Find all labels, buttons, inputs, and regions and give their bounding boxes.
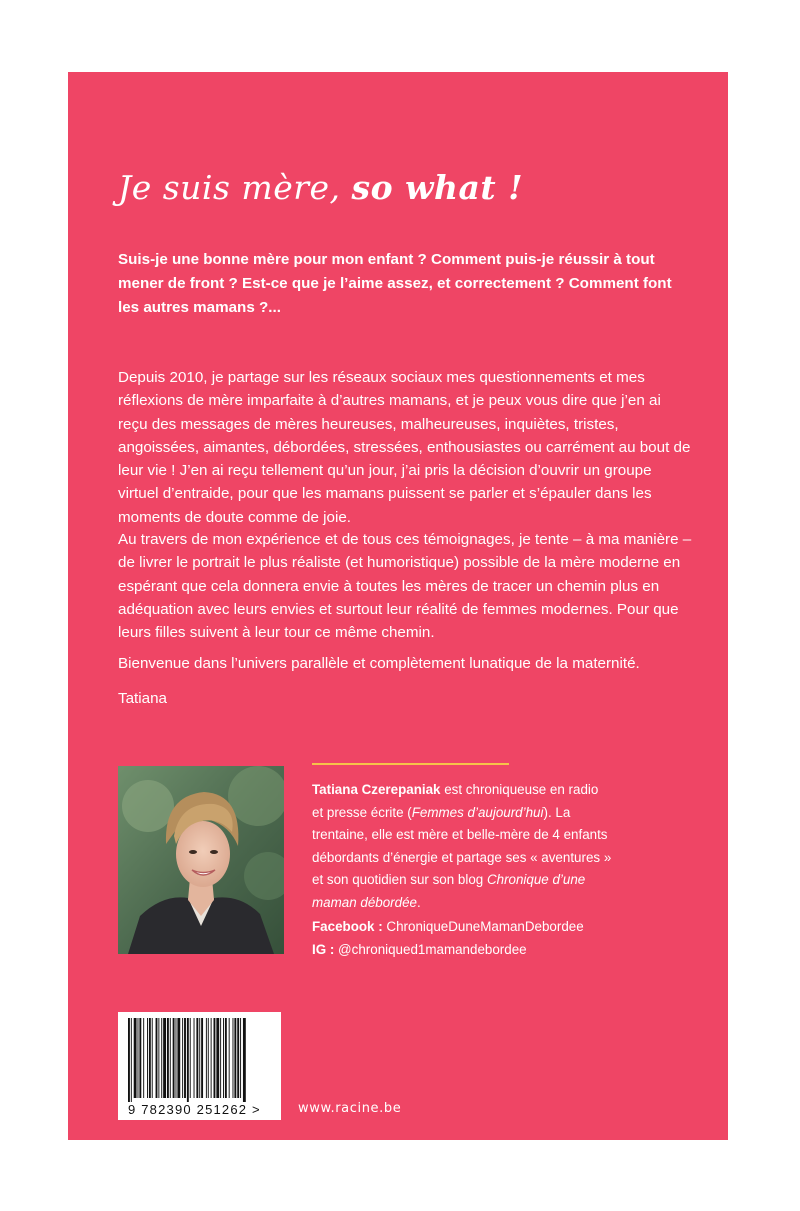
publisher-website[interactable]: www.racine.be xyxy=(298,1101,402,1116)
barcode-bar xyxy=(182,1018,183,1098)
barcode-bar xyxy=(216,1018,219,1098)
book-title xyxy=(118,168,523,207)
barcode-bar xyxy=(128,1018,130,1102)
barcode-bar xyxy=(156,1018,158,1098)
social-links xyxy=(312,916,584,961)
facebook-line xyxy=(312,916,584,939)
barcode-bar xyxy=(131,1018,132,1102)
signature: Tatiana xyxy=(118,690,167,707)
barcode-bar xyxy=(149,1018,151,1098)
ig-separator: : xyxy=(326,941,339,957)
author-bio xyxy=(312,779,612,915)
barcode-bar xyxy=(234,1018,236,1098)
barcode-bar xyxy=(211,1018,212,1098)
bio-text-2: ). La trentaine, elle est mère et belle-mère de 4 enfants débordants d’énergie et partage ses « aventures » et son quotidien sur son blog xyxy=(312,804,612,888)
bio-magazine: Femmes d’aujourd’hui xyxy=(411,804,544,820)
barcode-bar xyxy=(187,1018,189,1102)
barcode-bar xyxy=(167,1018,169,1098)
bio-blog: Chronique d’une maman débordée xyxy=(312,872,586,910)
barcode-bar xyxy=(147,1018,148,1098)
barcode-bar xyxy=(139,1018,141,1098)
barcode-bar xyxy=(201,1018,203,1098)
barcode-bar xyxy=(214,1018,216,1098)
isbn-barcode xyxy=(118,1012,281,1120)
barcode-bar xyxy=(233,1018,234,1098)
barcode-bar xyxy=(237,1018,239,1098)
barcode-bar xyxy=(196,1018,198,1098)
barcode-bar xyxy=(176,1018,177,1098)
barcode-bar xyxy=(229,1018,230,1098)
barcode-bar xyxy=(173,1018,175,1098)
barcode-bar xyxy=(177,1018,180,1098)
barcode-bar xyxy=(134,1018,137,1098)
barcode-bar xyxy=(223,1018,224,1098)
barcode-bar xyxy=(243,1018,246,1102)
author-portrait-icon xyxy=(118,766,284,954)
barcode-bar xyxy=(152,1018,153,1098)
instagram-line xyxy=(312,939,584,962)
barcode-bar xyxy=(158,1018,159,1098)
author-photo xyxy=(118,766,284,954)
barcode-bar xyxy=(163,1018,166,1098)
barcode-bar xyxy=(161,1018,162,1098)
facebook-handle[interactable]: ChroniqueDuneMamanDebordee xyxy=(386,919,584,934)
barcode-bar xyxy=(184,1018,186,1098)
author-name: Tatiana Czerepaniak xyxy=(312,782,441,797)
intro-questions: Suis-je une bonne mère pour mon enfant ? Comment puis-je réussir à tout mener de front ? Est-ce que je l’aime assez, et correctement ? Comment font les autres mamans ?... xyxy=(118,251,672,316)
barcode-bar xyxy=(206,1018,207,1098)
barcode-bar xyxy=(194,1018,195,1098)
bio-text-3: . xyxy=(416,894,421,910)
back-cover xyxy=(68,72,728,1140)
barcode-bar xyxy=(240,1018,241,1098)
barcode-bar xyxy=(190,1018,191,1098)
barcode-bar xyxy=(138,1018,139,1098)
barcode-bar xyxy=(143,1018,144,1098)
paragraph-2: Au travers de mon expérience et de tous ces témoignages, je tente – à ma manière – de livrer le portrait le plus réaliste (et humoristique) possible de la mère moderne en espérant que cela donnera envie à toutes les mères de tracer un chemin plus en adéquation avec leurs envies et surtout leur réalité de femmes modernes. Pour que leurs filles suivent à leur tour ce même chemin. xyxy=(118,531,692,642)
barcode-bar xyxy=(170,1018,171,1098)
barcode-bar xyxy=(225,1018,227,1098)
ig-handle[interactable]: @chroniqued1mamandebordee xyxy=(338,941,527,957)
title-part1: Je suis mère, xyxy=(118,168,352,207)
paragraph-1: Depuis 2010, je partage sur les réseaux sociaux mes questionnements et mes réflexions de mère imparfaite à d’autres mamans, et je peux vous dire que j’en ai reçu des messages de mères heureuses, malheureuses, inquiètes, tristes, angoissées, aimantes, débordées, stressées, enthousiastes ou carrément au bout de leur vie ! J’en ai reçu tellement qu’un jour, j’ai pris la décision d’ouvrir un groupe virtuel d’entraide, pour que les mamans puissent se parler et s’épauler dans les moments de doute comme de joie. xyxy=(118,369,691,526)
paragraph-3: Bienvenue dans l’univers parallèle et complètement lunatique de la maternité. xyxy=(118,655,640,672)
bio-text-1: est chroniqueuse en radio et presse écrite ( xyxy=(312,782,599,820)
facebook-label: Facebook xyxy=(312,919,375,934)
barcode-icon xyxy=(118,1012,281,1102)
barcode-bar xyxy=(208,1018,209,1098)
isbn-digits: 9 782390 251262 > xyxy=(128,1102,261,1117)
barcode-bar xyxy=(220,1018,221,1098)
barcode-bar xyxy=(199,1018,200,1098)
title-part2: so what ! xyxy=(351,168,524,207)
ig-label: IG xyxy=(312,941,327,957)
divider-rule xyxy=(312,763,509,765)
facebook-separator: : xyxy=(374,919,387,934)
